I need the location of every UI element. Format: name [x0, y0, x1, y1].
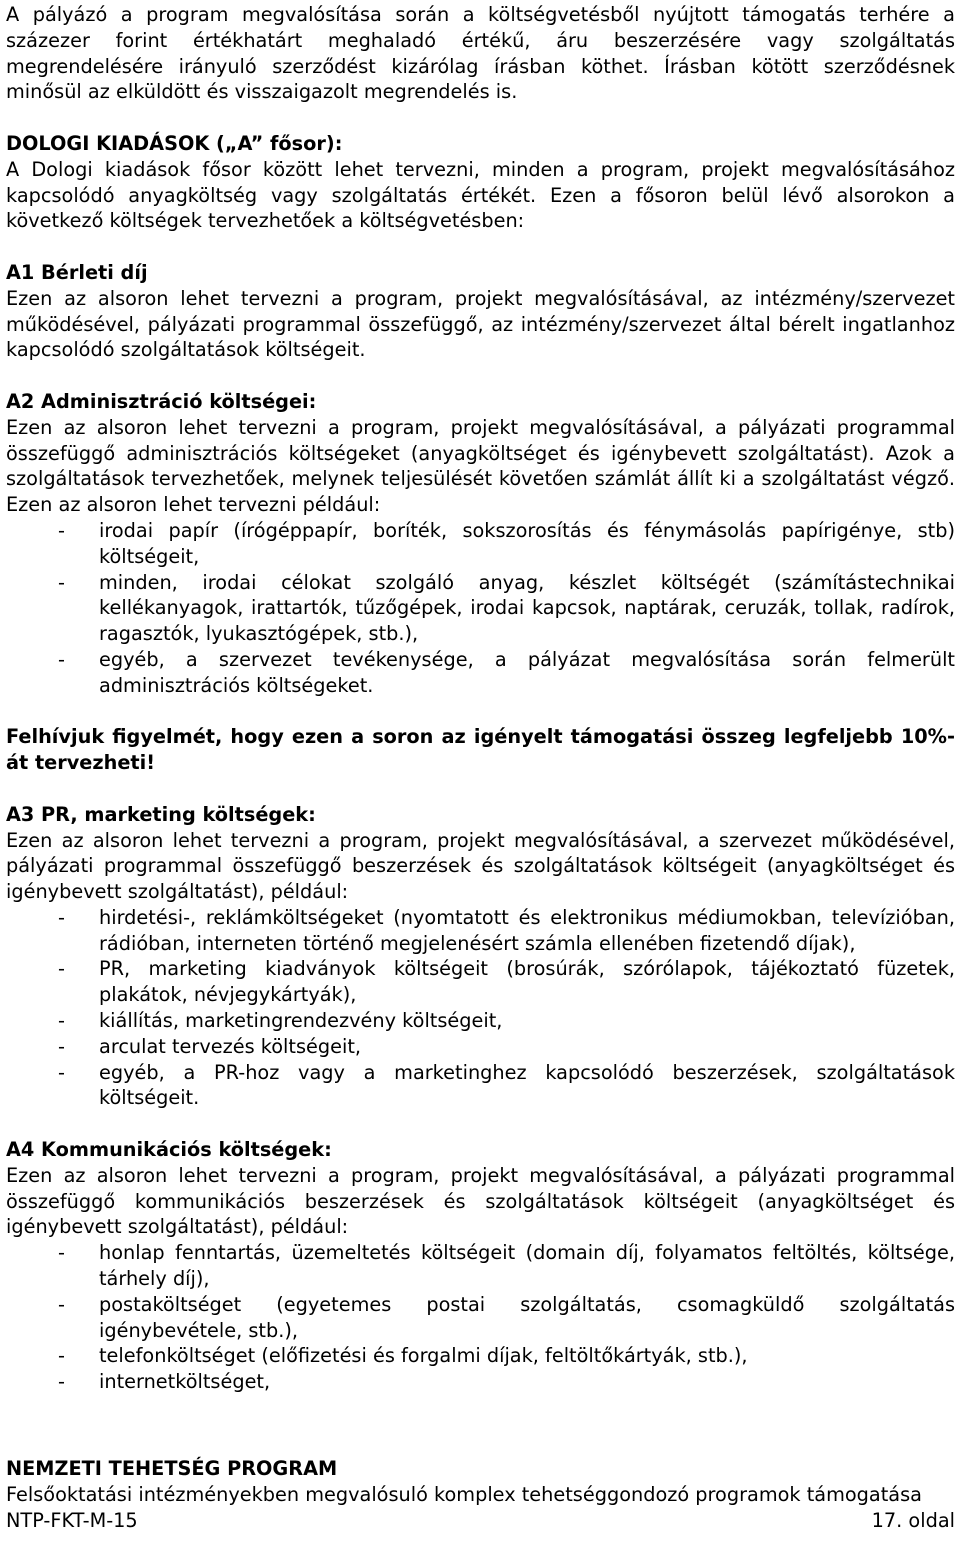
list-item: - irodai papír (írógéppapír, boríték, sokszorosítás és fénymásolás papírigénye, stb) költségeit,: [6, 518, 955, 570]
a2-list: [6, 518, 955, 699]
list-item: - hirdetési-, reklámköltségeket (nyomtatott és elektronikus médiumokban, televízióban, rádióban, interneten történő megjelenésért számla ellenében fizetendő díjak),: [6, 905, 955, 957]
list-item: - egyéb, a szervezet tevékenysége, a pályázat megvalósítása során felmerült adminisztrációs költségeket.: [6, 647, 955, 699]
a3-paragraph: Ezen az alsoron lehet tervezni a program, projekt megvalósításával, a szervezet működésével, pályázati programmal összefüggő beszerzések és szolgáltatások költségeit (anyagköltséget és igénybevett szolgáltatást), például:: [6, 828, 955, 904]
list-item: - telefonköltséget (előfizetési és forgalmi díjak, feltöltőkártyák, stb.),: [6, 1343, 955, 1369]
page-footer: [6, 1456, 955, 1533]
dologi-heading: DOLOGI KIADÁSOK („A” fősor):: [6, 131, 343, 155]
list-item: - internetköltséget,: [6, 1369, 955, 1395]
list-item: - kiállítás, marketingrendezvény költségeit,: [6, 1008, 955, 1034]
a2-paragraph: Ezen az alsoron lehet tervezni a program, projekt megvalósításával, a pályázati programmal összefüggő adminisztrációs költségeket (anyagköltséget és igénybevett szolgáltatást). Azok a szolgáltatások tervezhetőek, melynek teljesülését követően számlát állít ki a szolgáltatást végző. Ezen az alsoron lehet tervezni például:: [6, 415, 955, 517]
a4-list: [6, 1240, 955, 1395]
dologi-paragraph: A Dologi kiadások fősor között lehet tervezni, minden a program, projekt megvalósításához kapcsolódó anyagköltség vagy szolgáltatás értékét. Ezen a fősoron belül lévő alsorokon a következő költségek tervezhetőek a költségvetésben:: [6, 157, 955, 233]
list-item: - postaköltséget (egyetemes postai szolgáltatás, csomagküldő szolgáltatás igénybevétele, stb.),: [6, 1292, 955, 1344]
footer-program-title: NEMZETI TEHETSÉG PROGRAM: [6, 1457, 338, 1480]
list-item: - honlap fenntartás, üzemeltetés költségeit (domain díj, folyamatos feltöltés, költsége, tárhely díj),: [6, 1240, 955, 1292]
a3-heading: A3 PR, marketing költségek:: [6, 802, 316, 826]
list-item: - egyéb, a PR-hoz vagy a marketinghez kapcsolódó beszerzések, szolgáltatások költségeit.: [6, 1060, 955, 1112]
a4-heading: A4 Kommunikációs költségek:: [6, 1138, 332, 1162]
list-item: - arculat tervezés költségeit,: [6, 1034, 955, 1060]
intro-paragraph: A pályázó a program megvalósítása során a költségvetésből nyújtott támogatás terhére a százezer forint értékhatárt meghaladó értékű, áru beszerzésére vagy szolgáltatás megrendelésére irányuló szerződést kizárólag írásban köthet. Írásban kötött szerződésnek minősül az elküldött és visszaigazolt megrendelés is.: [6, 3, 955, 104]
document-page: [6, 2, 955, 1395]
a2-heading: A2 Adminisztráció költségei:: [6, 389, 317, 413]
page-number: 17. oldal: [871, 1508, 955, 1532]
list-item: - PR, marketing kiadványok költségeit (brosúrák, szórólapok, tájékoztató füzetek, plakátok, névjegykártyák),: [6, 956, 955, 1008]
a1-heading: A1 Bérleti díj: [6, 260, 148, 284]
a1-paragraph: Ezen az alsoron lehet tervezni a program, projekt megvalósításával, az intézmény/szervezet működésével, pályázati programmal összefüggő, az intézmény/szervezet által bérelt ingatlanhoz kapcsolódó szolgáltatások költségeit.: [6, 286, 955, 362]
a2-notice: Felhívjuk figyelmét, hogy ezen a soron az igényelt támogatási összeg legfeljebb 10%-át tervezheti!: [6, 725, 955, 775]
a4-paragraph: Ezen az alsoron lehet tervezni a program, projekt megvalósításával, a pályázati programmal összefüggő kommunikációs beszerzések és szolgáltatások költségeit (anyagköltséget és igénybevett szolgáltatást), például:: [6, 1163, 955, 1239]
footer-subtitle: Felsőoktatási intézményekben megvalósuló komplex tehetséggondozó programok támogatása: [6, 1482, 922, 1506]
list-item: - minden, irodai célokat szolgáló anyag, készlet költségét (számítástechnikai kellékanyagok, irattartók, tűzőgépek, irodai kapcsok, naptárak, ceruzák, tollak, radírok, ragasztók, lyukasztógépek, stb.),: [6, 570, 955, 647]
footer-code: NTP-FKT-M-15: [6, 1508, 138, 1532]
a3-list: [6, 905, 955, 1111]
